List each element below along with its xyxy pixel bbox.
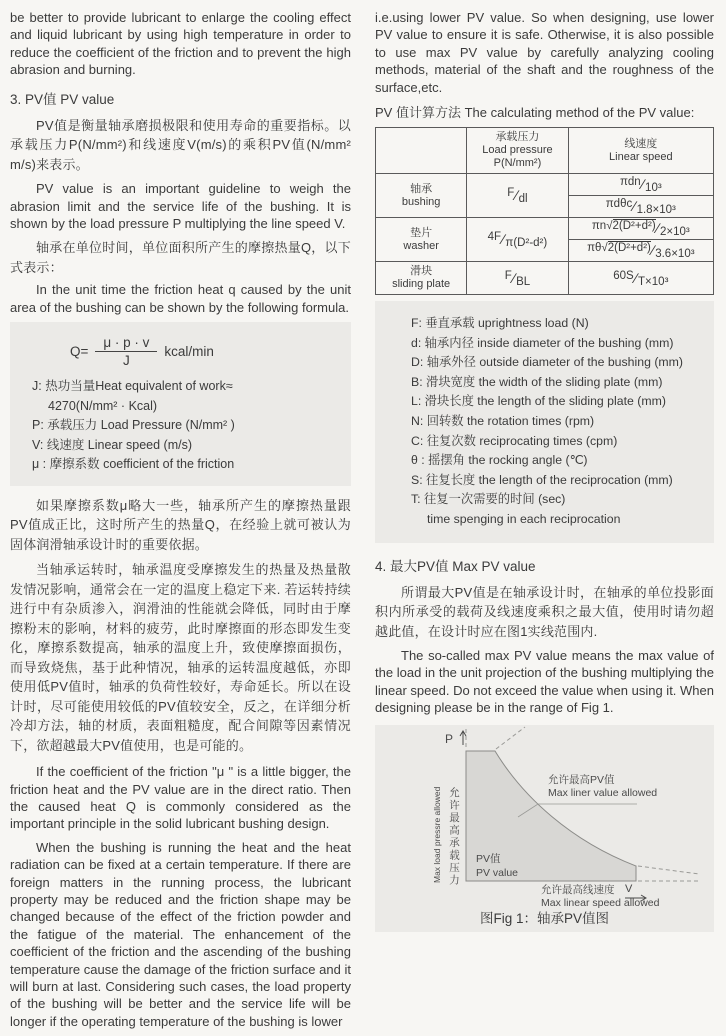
paragraph-cn: 轴承在单位时间，单位面积所产生的摩擦热量Q，以下式表示： — [10, 240, 351, 275]
definition-line: d: 轴承内径 inside diameter of the bushing (mm) — [411, 335, 674, 350]
row-label-cn: 滑块 — [410, 265, 433, 278]
y-axis-label-en: Max load pressre allowed — [432, 786, 442, 883]
paragraph-en: If the coefficient of the friction "μ " is a little bigger, the friction heat and the PV value are in the direct ratio. Then the caused heat Q is commonly considered as the important principle in the solid lubricant bushing design. — [10, 764, 351, 832]
paragraph-en: In the unit time the friction heat q caused by the unit area of the bushing can be shown by the following formula. — [10, 282, 351, 315]
paragraph-en: PV value is an important guideline to weigh the abrasion limit and the service life of the bushing. It is shown by the load pressure P multiplying the line speed V. — [10, 181, 351, 231]
fraction-denominator: ∕ 2×10³ — [656, 226, 690, 238]
cell-pressure-sliding-plate — [467, 262, 568, 295]
pv-table — [375, 127, 714, 295]
definition-line: time spenging in each reciprocation — [427, 511, 621, 526]
q-unit: kcal/min — [164, 344, 214, 360]
formula-box — [10, 322, 351, 486]
pv-region-label-cn: PV值 — [476, 852, 501, 865]
row-label-cn: 垫片 — [410, 226, 433, 239]
paragraph-en: The so-called max PV value means the max value of the load in the unit projection of the bushing multiplying the linear speed. Do not exceed the value when using it. When designing please be in the range of Fig 1. — [375, 648, 714, 716]
header-linear-speed-en: Linear speed — [609, 150, 673, 163]
paragraph-cn: 如果摩擦系数μ略大一些，轴承所产生的摩擦热量跟PV值成正比，这时所产生的热量Q，在经验上就可被认为固体润滑轴承设计时的重要依据。 — [10, 497, 351, 552]
fraction-numerator: F — [504, 269, 512, 282]
formula-def-line: J: 热功当量Heat equivalent of work≈ — [32, 379, 233, 394]
definition-line: D: 轴承外径 outside diameter of the bushing (mm) — [411, 355, 683, 370]
row-label-sliding-plate — [376, 262, 467, 295]
dashed-extension-right-upper — [638, 866, 699, 874]
q-formula — [70, 335, 339, 368]
cell-pressure-washer — [467, 218, 568, 262]
max-pv-annotation-cn: 允许最高PV值 — [548, 773, 615, 786]
pv-region-label-en: PV value — [476, 866, 519, 879]
v-axis-label: V — [625, 882, 633, 895]
radicand: 2(D²+d²) — [607, 242, 651, 255]
right-column — [363, 0, 726, 1036]
fraction-denominator: ∕ 3.6×10³ — [651, 248, 695, 260]
q-denominator: J — [123, 353, 130, 369]
definition-line: S: 往复长度 the length of the reciprocation (mm) — [411, 472, 673, 487]
definitions-box — [375, 301, 714, 543]
y-axis-label-cn: 允许最高承载压力 — [448, 786, 460, 887]
q-lhs: Q= — [70, 344, 89, 360]
fraction-numerator — [592, 220, 656, 232]
definition-line: T: 往复一次需要的时间 (sec) — [411, 492, 566, 507]
x-axis-label-en: Max linear speed allowed — [541, 896, 660, 909]
header-blank-cell — [376, 128, 467, 174]
fraction-denominator: ∕ π(D²-d²) — [501, 237, 547, 249]
p-axis-label: P — [445, 731, 454, 746]
max-pv-annotation-en: Max liner value allowed — [548, 786, 658, 799]
radicand: 2(D²+d²) — [612, 220, 656, 233]
cell-speed-bushing-2 — [568, 196, 713, 218]
formula-def-line: P: 承载压力 Load Pressure (N/mm² ) — [32, 418, 235, 433]
paragraph-continuation: i.e.using lower PV value. So when designing, use lower PV value to ensure it is safe. Otherwise, it is also possible to use max PV value by carefully analyzing cooling methods, material of the shaft and the roughness of the surface,etc. — [375, 10, 714, 95]
definition-line: θ : 摇摆角 the rocking angle (℃) — [411, 453, 588, 468]
header-load-pressure-unit: P(N/mm²) — [493, 157, 542, 170]
header-load-pressure-en: Load pressure — [482, 144, 553, 157]
row-label-washer — [376, 218, 467, 262]
formula-def-line: V: 线速度 Linear speed (m/s) — [32, 437, 193, 452]
row-label-en: bushing — [401, 195, 441, 208]
section-heading-3: 3. PV值 PV value — [10, 91, 115, 107]
fraction-numerator: 4F — [487, 231, 502, 244]
x-axis-label-cn: 允许最高线速度 — [541, 883, 615, 896]
fraction-numerator — [587, 242, 651, 254]
q-numerator: μ · p · v — [95, 335, 157, 352]
formula-def-line: μ : 摩擦系数 coefficient of the friction — [32, 457, 235, 472]
fraction-denominator: ∕ 10³ — [641, 182, 662, 194]
paragraph-continuation: be better to provide lubricant to enlarge the cooling effect and liquid lubricant by using high temperature in order to reduce the coefficient of the friction and to prevent the high abrasion and burning. — [10, 10, 351, 78]
header-linear-speed — [568, 128, 713, 174]
header-load-pressure — [467, 128, 568, 174]
fraction-denominator: ∕ T×10³ — [634, 276, 669, 288]
header-load-pressure-cn: 承载压力 — [495, 131, 540, 144]
fraction-denominator: ∕ dl — [514, 193, 527, 205]
definition-line: F: 垂直承载 uprightness load (N) — [411, 316, 589, 331]
table-row-bushing — [376, 174, 714, 196]
radical-prefix: πn√ — [591, 220, 613, 233]
table-title: PV 值计算方法 The calculating method of the PV value: — [375, 105, 695, 121]
row-label-bushing — [376, 174, 467, 218]
header-linear-speed-cn: 线速度 — [624, 137, 658, 150]
figure-caption: 图Fig 1：轴承PV值图 — [479, 910, 610, 926]
cell-pressure-bushing — [467, 174, 568, 218]
definition-line: L: 滑块长度 the length of the sliding plate (mm) — [411, 394, 666, 409]
radical-prefix: πθ√ — [587, 242, 608, 255]
fraction-numerator: πdθc — [605, 198, 633, 211]
fraction-numerator: 60S — [613, 269, 634, 282]
table-row-washer — [376, 218, 714, 240]
paragraph-cn: PV值是衡量轴承磨损极限和使用寿命的重要指标。以承载压力P(N/mm²)和线速度V(m/s)的乘积PV值(N/mm² m/s)来表示。 — [10, 117, 351, 172]
fraction-denominator: ∕ BL — [512, 276, 530, 288]
row-label-cn: 轴承 — [410, 182, 433, 195]
definition-line: N: 回转数 the rotation times (rpm) — [411, 414, 595, 428]
cell-speed-bushing-1 — [568, 174, 713, 196]
definition-line: B: 滑块宽度 the width of the sliding plate (mm) — [411, 374, 663, 389]
definition-line: C: 往复次数 reciprocating times (cpm) — [411, 433, 618, 448]
q-fraction — [95, 335, 157, 368]
fraction-denominator: ∕ 1.8×10³ — [632, 204, 676, 216]
figure-box — [375, 725, 714, 932]
row-label-en: sliding plate — [392, 278, 451, 291]
fraction-numerator: πdn — [619, 176, 641, 189]
paragraph-en: When the bushing is running the heat and the heat radiation can be fixed at a certain temperature. If there are foreign matters in the running process, the lubricant property may be reduced and the friction shape may be changed because of the effect of the friction powder and the fatigue of the material. The enhancement of the coefficient of the friction and the ascending of the bushing temperature cause the damage of the friction surface and it will burn at last. Considering such cases, the load property of the bushing will be better and the service life will be longer if the operating temperature of the bushing is lower — [10, 839, 351, 1029]
cell-speed-washer-1 — [568, 218, 713, 240]
dashed-extension-top-right — [496, 727, 525, 749]
table-row-sliding-plate — [376, 262, 714, 295]
cell-speed-washer-2 — [568, 240, 713, 262]
paragraph-cn: 当轴承运转时，轴承温度受摩擦发生的热量及热量散发情况影响，通常会在一定的温度上稳定下来. 若运转持续进行中有杂质渗入，润滑油的性能就会降低，同时由于摩擦粉末的影响，材料的疲劳，此时摩擦面的形态即发生变化，摩擦系数提高，轴承的温度上升，致使摩擦面损伤，而导致烧焦，基于此种情况，轴承的运转温度越低，亦即使用低PV值时，轴承的负荷性较好，寿命延长。所以在设计时，尽可能使用较低的PV值较安全，反之，在详细分析冷却方法，轴的材质，表面粗糙度，配合间隙等因素情况下，欲超越最大PV值使用，也是可能的。 — [10, 562, 351, 753]
table-header-row — [376, 128, 714, 174]
cell-speed-sliding-plate — [568, 262, 713, 295]
row-label-en: washer — [403, 239, 439, 252]
section-heading-4: 4. 最大PV值 Max PV value — [375, 558, 536, 574]
fraction-numerator: F — [507, 187, 515, 200]
paragraph-cn: 所谓最大PV值是在轴承设计时，在轴承的单位投影面积内所承受的载荷及线速度乘积之最大值，使用时请勿超越此值，在设计时应在图1实线范围内. — [375, 584, 714, 639]
formula-def-line: 4270(N/mm² · Kcal) — [48, 398, 158, 413]
